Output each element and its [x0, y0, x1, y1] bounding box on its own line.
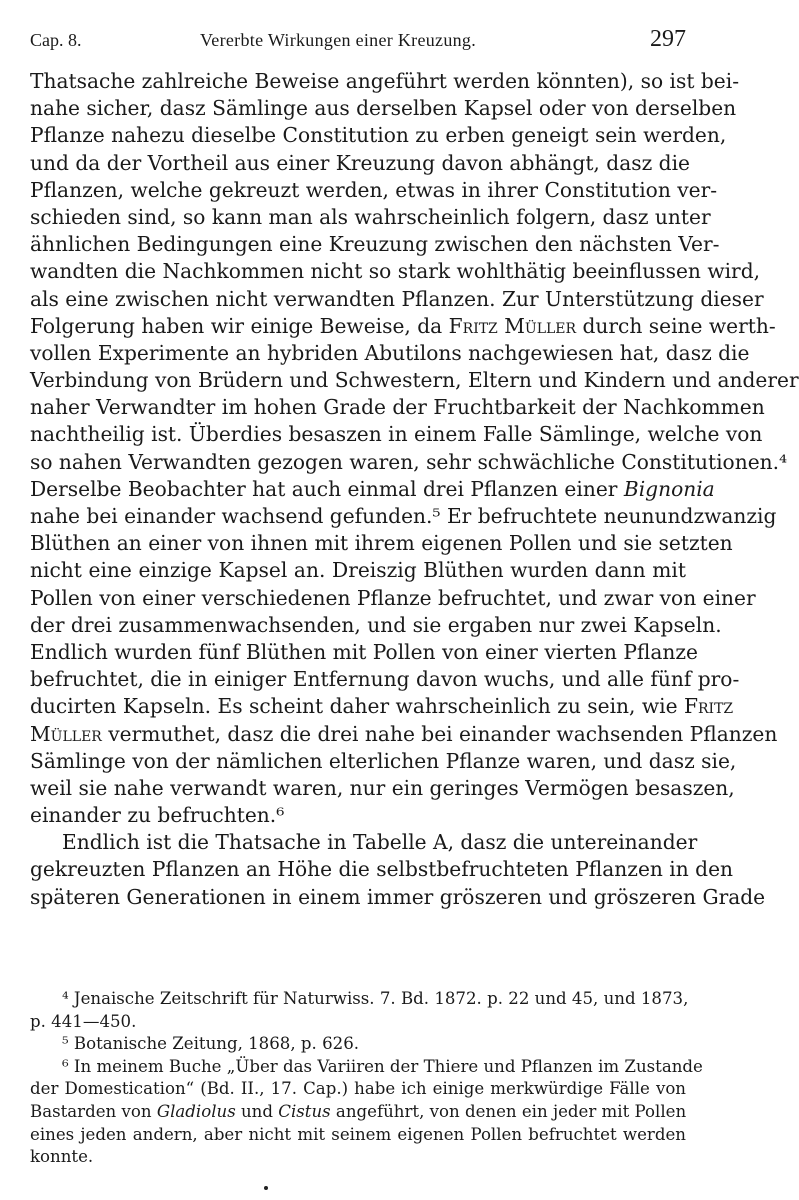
text-line: gekreuzten Pflanzen an Höhe die selbstbefruchteten Pflanzen in den — [30, 857, 734, 882]
text-line: nahe sicher, dasz Sämlinge aus derselben Kapsel oder von derselben — [30, 96, 737, 121]
footnote-line: konnte. — [30, 1147, 94, 1167]
text-line: Blüthen an einer von ihnen mit ihrem eigenen Pollen und sie setzten — [30, 531, 733, 556]
text-line: als eine zwischen nicht verwandten Pflanzen. Zur Unterstützung dieser — [30, 286, 764, 311]
chapter-label: Cap. 8. — [30, 30, 82, 50]
footnote-line: ⁴ Jenaische Zeitschrift für Naturwiss. 7. Bd. 1872. p. 22 und 45, und 1873, — [62, 989, 689, 1008]
text-line: Pollen von einer verschiedenen Pflanze befruchtet, und zwar von einer — [30, 585, 756, 610]
text-line: weil sie nahe verwandt waren, nur ein geringes Vermögen besaszen, — [30, 775, 735, 800]
footnote-line: eines jeden andern, aber nicht mit seinem eigenen Pollen befruchtet werden — [30, 1124, 686, 1144]
text-line: vollen Experimente an hybriden Abutilons nachgewiesen hat, dasz die — [30, 340, 750, 365]
footnote-line: der Domestication“ (Bd. II., 17. Cap.) habe ich einige merkwürdige Fälle von — [30, 1079, 686, 1099]
print-speck — [264, 1186, 268, 1190]
text-line: Endlich wurden fünf Blüthen mit Pollen von einer vierten Pflanze — [30, 639, 698, 664]
text-line: der drei zusammenwachsenden, und sie ergaben nur zwei Kapseln. — [30, 612, 722, 637]
text-line: wandten die Nachkommen nicht so stark wohlthätig beeinflussen wird, — [30, 259, 761, 284]
text-line: naher Verwandter im hohen Grade der Fruchtbarkeit der Nachkommen — [30, 395, 765, 420]
text-line: nachtheilig ist. Überdies besaszen in einem Falle Sämlinge, welche von — [30, 422, 763, 447]
text-line: schieden sind, so kann man als wahrscheinlich folgern, dasz unter — [30, 204, 711, 229]
text-line: späteren Generationen in einem immer gröszeren und gröszeren Grade — [30, 884, 766, 909]
text-line: ducirten Kapseln. Es scheint daher wahrscheinlich zu sein, wie Fritz — [30, 694, 734, 719]
footnote-line: p. 441—450. — [30, 1011, 137, 1031]
paragraph-start-line: Endlich ist die Thatsache in Tabelle A, dasz die untereinander — [62, 830, 698, 855]
footnote-line: Bastarden von Gladiolus und Cistus angeführt, von denen ein jeder mit Pollen — [30, 1101, 687, 1121]
page-number: 297 — [650, 26, 686, 52]
text-line: nahe bei einander wachsend gefunden.⁵ Er befruchtete neunundzwanzig — [30, 504, 777, 528]
text-line: Verbindung von Brüdern und Schwestern, Eltern und Kindern und anderer — [30, 368, 799, 393]
body-text — [30, 68, 799, 911]
running-header — [30, 28, 686, 54]
text-line: Müller vermuthet, dasz die drei nahe bei einander wachsenden Pflanzen — [30, 721, 778, 746]
text-line: ähnlichen Bedingungen eine Kreuzung zwischen den nächsten Ver- — [30, 232, 720, 257]
text-line: befruchtet, die in einiger Entfernung davon wuchs, und alle fünf pro- — [30, 667, 740, 692]
running-title: Vererbte Wirkungen einer Kreuzung. — [200, 30, 477, 50]
text-line: Derselbe Beobachter hat auch einmal drei Pflanzen einer Bignonia — [30, 476, 715, 501]
text-line: so nahen Verwandten gezogen waren, sehr schwächliche Constitutionen.⁴ — [30, 449, 788, 474]
footnote-line: ⁵ Botanische Zeitung, 1868, p. 626. — [62, 1034, 360, 1054]
text-line: und da der Vortheil aus einer Kreuzung davon abhängt, dasz die — [30, 150, 690, 175]
text-line: Pflanze nahezu dieselbe Constitution zu erben geneigt sein werden, — [30, 123, 727, 148]
footnotes — [30, 988, 703, 1169]
footnote-line: ⁶ In meinem Buche „Über das Variiren der Thiere und Pflanzen im Zustande — [62, 1056, 703, 1076]
text-line: Thatsache zahlreiche Beweise angeführt werden könnten), so ist bei- — [30, 69, 740, 93]
text-line: Sämlinge von der nämlichen elterlichen Pflanze waren, und dasz sie, — [30, 748, 737, 773]
text-line: Folgerung haben wir einige Beweise, da Fritz Müller durch seine werth- — [30, 313, 776, 338]
text-line: Pflanzen, welche gekreuzt werden, etwas in ihrer Constitution ver- — [30, 177, 718, 202]
text-line: nicht eine einzige Kapsel an. Dreiszig Blüthen wurden dann mit — [30, 558, 686, 583]
text-line: einander zu befruchten.⁶ — [30, 803, 285, 828]
